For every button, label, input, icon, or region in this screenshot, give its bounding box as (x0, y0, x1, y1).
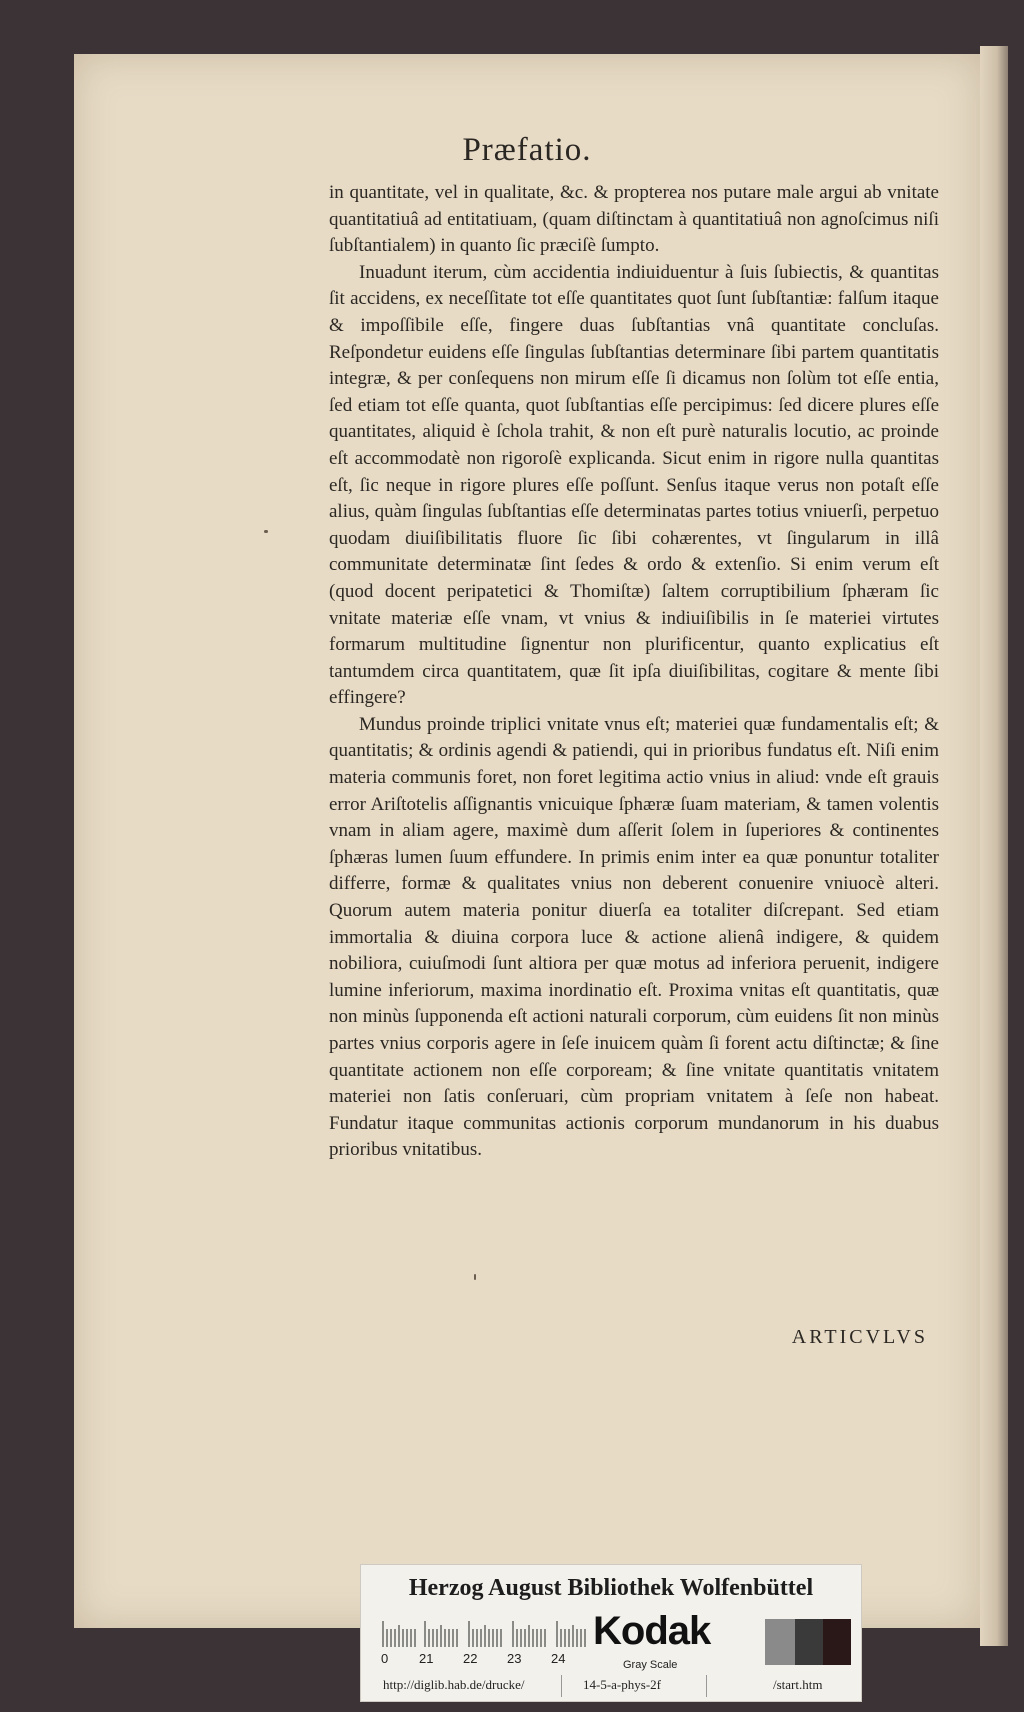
url-id: 14-5-a-phys-2f (583, 1677, 661, 1692)
library-title: Herzog August Bibliothek Wolfenbüttel (408, 1575, 814, 1601)
paragraph-2: Inuadunt iterum, cùm accidentia indiuiduentur à ſuis ſubiectis, & quantitas ſit accidens, ex neceſſitate tot eſſe quantitates quot ſunt ſubſtantiæ: falſum itaque & impoſſibile eſſe, fingere duas ſubſtantias vnâ quantitate concluſas. Reſpondetur euidens eſſe ſingulas ſubſtantias determinare ſibi partem quantitatis integræ, & per conſequens non mirum eſſe ſi dicamus non ſolùm tot eſſe entia, ſed etiam tot eſſe quanta, quot ſubſtantias eſſe percipimus: ſed dicere plures eſſe quantitates, aliquid è ſchola trahit, & non eſt purè naturalis locutio, ac proinde eſt accommodatè non rigoroſè explicanda. Sicut enim in rigore nulla quantitas eſt, ſic neque in rigore plures eſſe poſſunt. Senſus itaque verus non potaſt eſſe alius, quàm ſingulas ſubſtantias eſſe determinatas partes totius vniuerſi, perpetuo quodam diuiſibilitatis fluore ſic ſibi cohærentes, vt ſingularum in illâ communitate determinatæ ſint ſedes & ordo & extenſio. Si enim verum eſt (quod docent peripatetici & Thomiſtæ) ſaltem corruptibilium ſphæram ſic vnitate materiæ eſſe vnam, vt vnius & indiuiſibilis in ſe materiei virtutes formarum multitudine ſignentur non plurificentur, quanto explicatius eſt tantumdem circa quantitatem, quæ ſit ipſa diuiſibilitas, cogitare & mente ſibi effingere? (329, 261, 939, 709)
dark-swatch (795, 1619, 823, 1665)
paragraph-1: in quantitate, vel in qualitate, &c. & propterea nos putare male argui ab vnitate quantitatiuâ ad entitatiuam, (quam diſtinctam à quantitatiuâ non agnoſcimus niſi ſubſtantialem) in quanto ſic præciſè ſumpto. (329, 182, 939, 257)
library-scan-card (360, 1564, 862, 1702)
book-page (74, 54, 980, 1628)
gray-swatch (765, 1619, 795, 1665)
black-swatch (823, 1619, 851, 1665)
body-text (329, 180, 939, 1164)
ruler-number: 24 (551, 1651, 566, 1666)
gray-scale-label: Gray Scale (623, 1659, 678, 1671)
url-suffix: /start.htm (773, 1677, 823, 1692)
ruler-number: 0 (381, 1651, 389, 1666)
ink-speck (264, 530, 268, 533)
url-base: http://diglib.hab.de/drucke/ (383, 1677, 525, 1692)
ruler-number: 22 (463, 1651, 478, 1666)
adjacent-page-edge (980, 46, 1008, 1646)
ruler-number: 23 (507, 1651, 522, 1666)
ink-speck (474, 1274, 476, 1280)
kodak-logo: Kodak (593, 1609, 711, 1653)
catchword: ARTICVLVS (791, 1326, 928, 1348)
url-row (361, 1677, 861, 1697)
ruler-graphic (381, 1613, 591, 1653)
paragraph-3: Mundus proinde triplici vnitate vnus eſt; materiei quæ fundamentalis eſt; & quantitatis; & ordinis agendi & patiendi, qui in prioribus fundatus eſt. Niſi enim materia communis foret, non foret legitima actio vnius in aliud: vnde eſt grauis error Ariſtotelis aſſignantis vnicuique ſphæræ ſuam materiam, & tamen volentis vnam in aliam agere, maximè dum aſſerit ſolem in ſuperiores & continentes ſphæras lumen ſuum effundere. In primis enim inter ea quæ ponuntur totaliter differre, formæ & qualitates vnius non deberent conuenire vniuocè alteri. Quorum autem materia ponitur diuerſa ea totaliter diſcrepant. Sed etiam immortalia & diuina corpora luce & actione alienâ indigere, & quidem nobiliora, cuiuſmodi ſunt altiora per quæ motus ad inferiora peruenit, indigere lumine inferiorum, maxima inordinatio eſt. Proxima vnitas eſt quantitatis, quæ non minùs ſupponenda eſt actioni naturali corporum, cùm euidens ſit non minùs partes vnius corporis agere in ſeſe inuicem quàm ſi forent actu diſtinctæ; & ſine quantitate actionem non eſſe corpoream; & ſine vnitate quantitatis vnitatem materiei non ſatis conſeruari, cùm propriam vnitatem à ſeſe non habeat. Fundatur itaque communitas actionis corporum mundanorum in his duabus prioribus vnitatibus. (329, 713, 939, 1161)
running-head: Præfatio. (462, 132, 592, 168)
ruler-number: 21 (419, 1651, 434, 1666)
ruler-numbers (381, 1651, 601, 1667)
